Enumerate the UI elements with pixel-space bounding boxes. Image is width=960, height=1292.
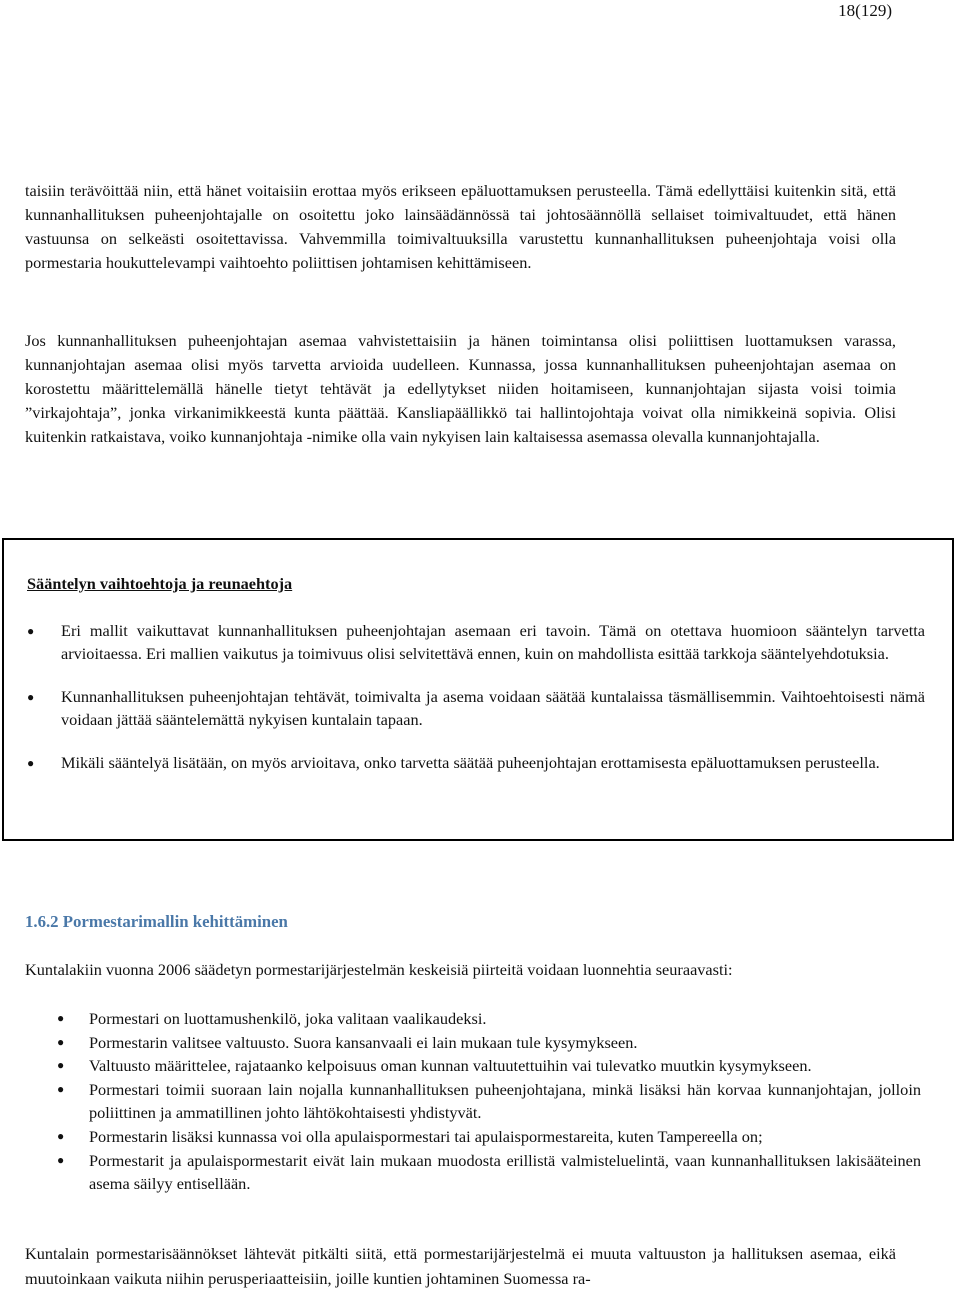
bullet-icon: ● [57,1152,65,1167]
bullet-icon: ● [27,624,35,638]
body-paragraph: taisiin terävöittää niin, että hänet voitaisiin erottaa myös erikseen epäluottamuksen perusteella. Tämä edellyttäisi kuitenkin sitä, että kunnanhallituksen puheenjohtajalle on osoitettu joko lainsäädännössä tai johtosäännöllä sellaiset toimivaltuudet, että hänen vastuunsa on selkeästi osoitettavissa. Vahvemmilla toimivaltuuksilla varustettu kunnanhallituksen puheenjohtaja voisi olla pormestaria houkuttelevampi vaihtoehto poliittisen johtamisen kehittämiseen. [25,181,896,273]
features-bullet-list [25,1007,921,1196]
page-number: 18(129) [838,1,892,20]
list-item-text: Pormestari on luottamushenkilö, joka valitaan vaalikaudeksi. [89,1009,487,1028]
body-paragraph: Kuntalakiin vuonna 2006 säädetyn pormestarijärjestelmän keskeisiä piirteitä voidaan luonnehtia seuraavasti: [25,960,733,979]
list-item [25,1007,921,1031]
list-item [25,1078,921,1125]
list-item [25,1149,921,1196]
list-item [4,686,925,731]
list-item-text: Mikäli sääntelyä lisätään, on myös arvioitava, onko tarvetta säätää puheenjohtajan erottamisesta epäluottamuksen perusteella. [61,753,880,773]
list-item [25,1031,921,1055]
body-paragraph: Kuntalain pormestarisäännökset lähtevät pitkälti siitä, että pormestarijärjestelmä ei muuta valtuuston ja hallituksen asemaa, eikä muutoinkaan vaikuta niihin perusperiaatteisiin, joille kuntien johtaminen Suomessa ra- [25,1244,896,1288]
list-item-text: Pormestarin lisäksi kunnassa voi olla apulaispormestari tai apulaispormestareita, kuten Tampereella on; [89,1126,763,1146]
bullet-icon: ● [57,1081,65,1096]
list-item-text: Kunnanhallituksen puheenjohtajan tehtävät, toimivalta ja asema voidaan säätää kuntalaissa täsmällisemmin. Vaihtoehtoisesti nämä voidaan jättää sääntelemättä nykyisen kuntalain tapaan. [61,687,925,729]
bullet-icon: ● [27,756,35,771]
list-item [25,1125,921,1149]
bullet-icon: ● [57,1128,65,1143]
box-title: Sääntelyn vaihtoehtoja ja reunaehtoja [27,574,293,593]
list-item-text: Pormestarin valitsee valtuusto. Suora kansanvaali ei lain mukaan tule kysymykseen. [89,1032,638,1052]
list-item [4,620,925,665]
list-item-text: Eri mallit vaikuttavat kunnanhallituksen puheenjohtajan asemaan eri tavoin. Tämä on otettava huomioon sääntelyn tarvetta arvioitaessa. Eri mallien vaikutus ja toimivuus olisi selvitettävä ennen, kuin on mahdollista esittää tarkkoja sääntelyehdotuksia. [61,621,925,663]
list-item-text: Pormestarit ja apulaispormestarit eivät lain mukaan muodosta erillistä valmisteluelintä, vaan kunnanhallituksen lakisääteinen asema säilyy entisellään. [89,1150,921,1194]
list-item-text: Pormestari toimii suoraan lain nojalla kunnanhallituksen puheenjohtajana, minkä lisäksi hän korvaa kunnanjohtajan, jolloin poliittinen ja ammatillinen johto lähtökohtaisesti yhdistyvät. [89,1079,921,1123]
section-heading: 1.6.2 Pormestarimallin kehittäminen [25,912,288,931]
box-bullet-list [4,620,952,796]
bullet-icon: ● [57,1034,65,1049]
bullet-icon: ● [57,1011,65,1025]
bullet-icon: ● [57,1058,65,1073]
bullet-icon: ● [27,690,35,705]
regulation-options-box [2,538,954,841]
list-item-text: Valtuusto määrittelee, rajataanko kelpoisuus oman kunnan valtuutettuihin vai tulevatko muutkin kysymykseen. [89,1056,812,1076]
list-item [4,752,925,775]
list-item [25,1054,921,1078]
body-paragraph: Jos kunnanhallituksen puheenjohtajan asemaa vahvistettaisiin ja hänen toimintansa olisi poliittisen luottamuksen varassa, kunnanjohtajan asemaa olisi myös tarvetta arvioida uudelleen. Kunnassa, jossa kunnanhallituksen puheenjohtajan asemaa on korostettu määrittelemällä hänelle tietyt tehtävät ja edellytykset niiden hoitamiseen, kunnanjohtajan sijasta voisi toimia ”virkajohtaja”, jonka virkanimikkeestä kunta päättää. Kansliapäällikkö tai hallintojohtaja voivat olla nimikkeinä sopivia. Olisi kuitenkin ratkaistava, voiko kunnanjohtaja -nimike olla vain nykyisen lain kaltaisessa asemassa olevalla kunnanjohtajalla. [25,331,896,447]
